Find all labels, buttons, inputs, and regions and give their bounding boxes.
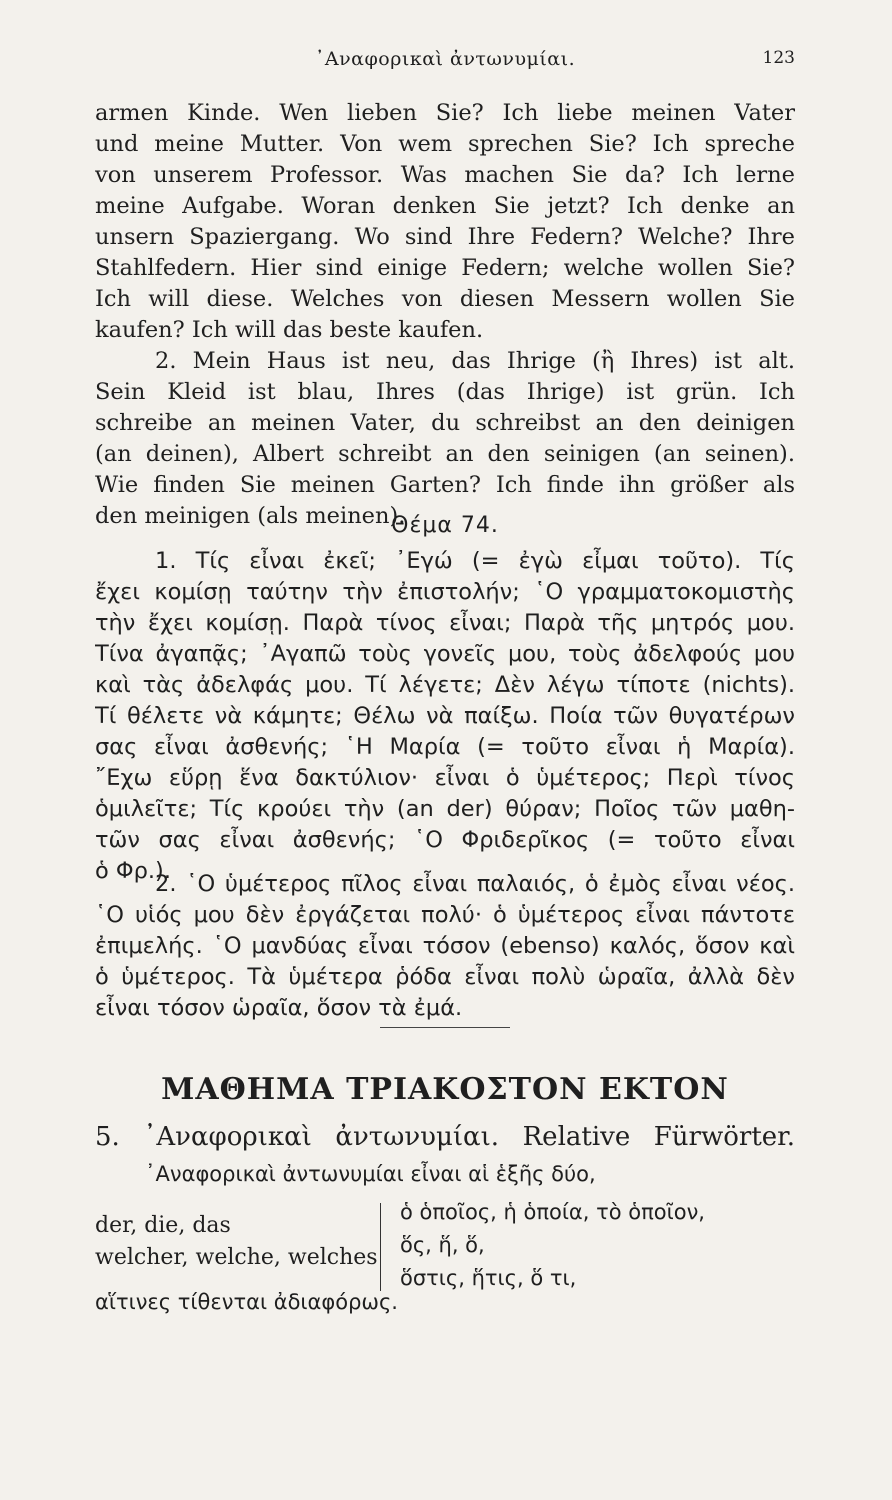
text-line: Ich will diese. Welches von diesen Messern wollen Sie: [95, 286, 795, 312]
text-line: καὶ τὰς ἀδελφάς μου. Τί λέγετε; Δὲν λέγω τίποτε (nichts).: [95, 672, 795, 698]
running-header: [95, 48, 795, 74]
text-line: 2. ῾Ο ὑμέτερος πῖλος εἶναι παλαιός, ὁ ἐμὸς εἶναι νέος.: [155, 871, 795, 897]
text-line: τῶν σας εἶναι ἀσθενής; ῾Ο Φριδερῖκος (= τοῦτο εἶναι: [95, 827, 795, 853]
text-line: Τίνα ἀγαπᾷς; ᾿Αγαπῶ τοὺς γονεῖς μου, τοὺς ἀδελφούς μου: [95, 641, 795, 667]
text-line: ὁ ὑμέτερος. Τὰ ὑμέτερα ῥόδα εἶναι πολὺ ὡραῖα, ἀλλὰ δὲν: [95, 964, 795, 990]
lesson-title: ΜΑΘΗΜΑ ΤΡΙΑΚΟΣΤΟΝ ΕΚΤΟΝ: [161, 1072, 729, 1107]
greek-relative-pronouns: [400, 1196, 705, 1295]
text-line: ἐπιμελής. ῾Ο μανδύας εἶναι τόσον (ebenso) καλός, ὅσον καὶ: [95, 933, 795, 959]
text-line: kaufen? Ich will das beste kaufen.: [95, 317, 484, 343]
intro-sentence: ᾿Αναφορικαὶ ἀντωνυμίαι εἶναι αἱ ἑξῆς δύο,: [145, 1162, 596, 1186]
pronoun-row: der, die, das: [95, 1213, 231, 1238]
text-line: von unserem Professor. Was machen Sie da? Ich lerne: [95, 162, 795, 188]
pronoun-row: ὁ ὁποῖος, ἡ ὁποία, τὸ ὁποῖον,: [400, 1200, 705, 1224]
german-paragraph-2: [95, 346, 795, 532]
text-line: ῎Εχω εὕρῃ ἕνα δακτύλιον· εἶναι ὁ ὑμέτερος; Περὶ τίνος: [95, 765, 795, 791]
text-line: unsern Spaziergang. Wo sind Ihre Federn? Welche? Ihre: [95, 224, 795, 250]
text-line: armen Kinde. Wen lieben Sie? Ich liebe meinen Vater: [95, 100, 795, 126]
theme-heading: Θέμα 74.: [391, 513, 499, 538]
text-line: ὁμιλεῖτε; Τίς κρούει τὴν (an der) θύραν; Ποῖος τῶν μαθη-: [95, 796, 795, 822]
pronoun-row: welcher, welche, welches: [95, 1245, 378, 1270]
page-number: 123: [762, 48, 795, 68]
text-line: den meinigen (als meinen).: [95, 503, 406, 529]
brace-bracket: [380, 1203, 389, 1291]
text-line: εἶναι τόσον ὡραῖα, ὅσον τὰ ἐμά.: [95, 995, 463, 1021]
greek-paragraph-1: [95, 546, 795, 887]
text-line: ἔχει κομίσῃ ταύτην τὴν ἐπιστολήν; ῾Ο γραμματοκομιστὴς: [95, 579, 795, 605]
section-divider: [380, 1027, 510, 1028]
text-line: und meine Mutter. Von wem sprechen Sie? Ich spreche: [95, 131, 795, 157]
text-line: 1. Τίς εἶναι ἐκεῖ; ᾿Εγώ (= ἐγὼ εἶμαι τοῦτο). Τίς: [155, 548, 795, 574]
text-line: 2. Mein Haus ist neu, das Ihrige (ἢ Ihres) ist alt.: [155, 348, 795, 374]
text-line: schreibe an meinen Vater, du schreibst an den deinigen: [95, 410, 795, 436]
theme-heading-block: [95, 509, 795, 543]
header-title: ᾿Αναφορικαὶ ἀντωνυμίαι.: [314, 48, 576, 70]
text-line: meine Aufgabe. Woran denken Sie jetzt? Ich denke an: [95, 193, 795, 219]
pronoun-row: ὅς, ἥ, ὅ,: [400, 1233, 485, 1257]
text-line: Τί θέλετε νὰ κάμητε; Θέλω νὰ παίξω. Ποία τῶν θυγατέρων: [95, 703, 795, 729]
closing-sentence: αἵτινες τίθενται ἀδιαφόρως.: [95, 1290, 398, 1314]
text-line: τὴν ἔχει κομίσῃ. Παρὰ τίνος εἶναι; Παρὰ τῆς μητρός μου.: [95, 610, 795, 636]
text-line: Stahlfedern. Hier sind einige Federn; welche wollen Sie?: [95, 255, 795, 281]
text-line: Wie finden Sie meinen Garten? Ich finde ihn größer als: [95, 472, 795, 498]
text-line: (an deinen), Albert schreibt an den seinigen (an seinen).: [95, 441, 795, 467]
text-line: σας εἶναι ἀσθενής; ῾Η Μαρία (= τοῦτο εἶναι ἡ Μαρία).: [95, 734, 795, 760]
text-line: ὁ Φρ.).: [95, 858, 171, 884]
german-paragraph-1: [95, 98, 795, 346]
pronoun-row: ὅστις, ἥτις, ὅ τι,: [400, 1266, 577, 1290]
section-subtitle: 5. ᾿Αναφορικαὶ ἀντωνυμίαι. Relative Fürwörter.: [95, 1122, 795, 1152]
text-line: Sein Kleid ist blau, Ihres (das Ihrige) ist grün. Ich: [95, 379, 795, 405]
greek-paragraph-2: [95, 869, 795, 1024]
text-line: ῾Ο υἱός μου δὲν ἐργάζεται πολύ· ὁ ὑμέτερος εἶναι πάντοτε: [95, 902, 795, 928]
german-relative-pronouns: [95, 1210, 378, 1274]
